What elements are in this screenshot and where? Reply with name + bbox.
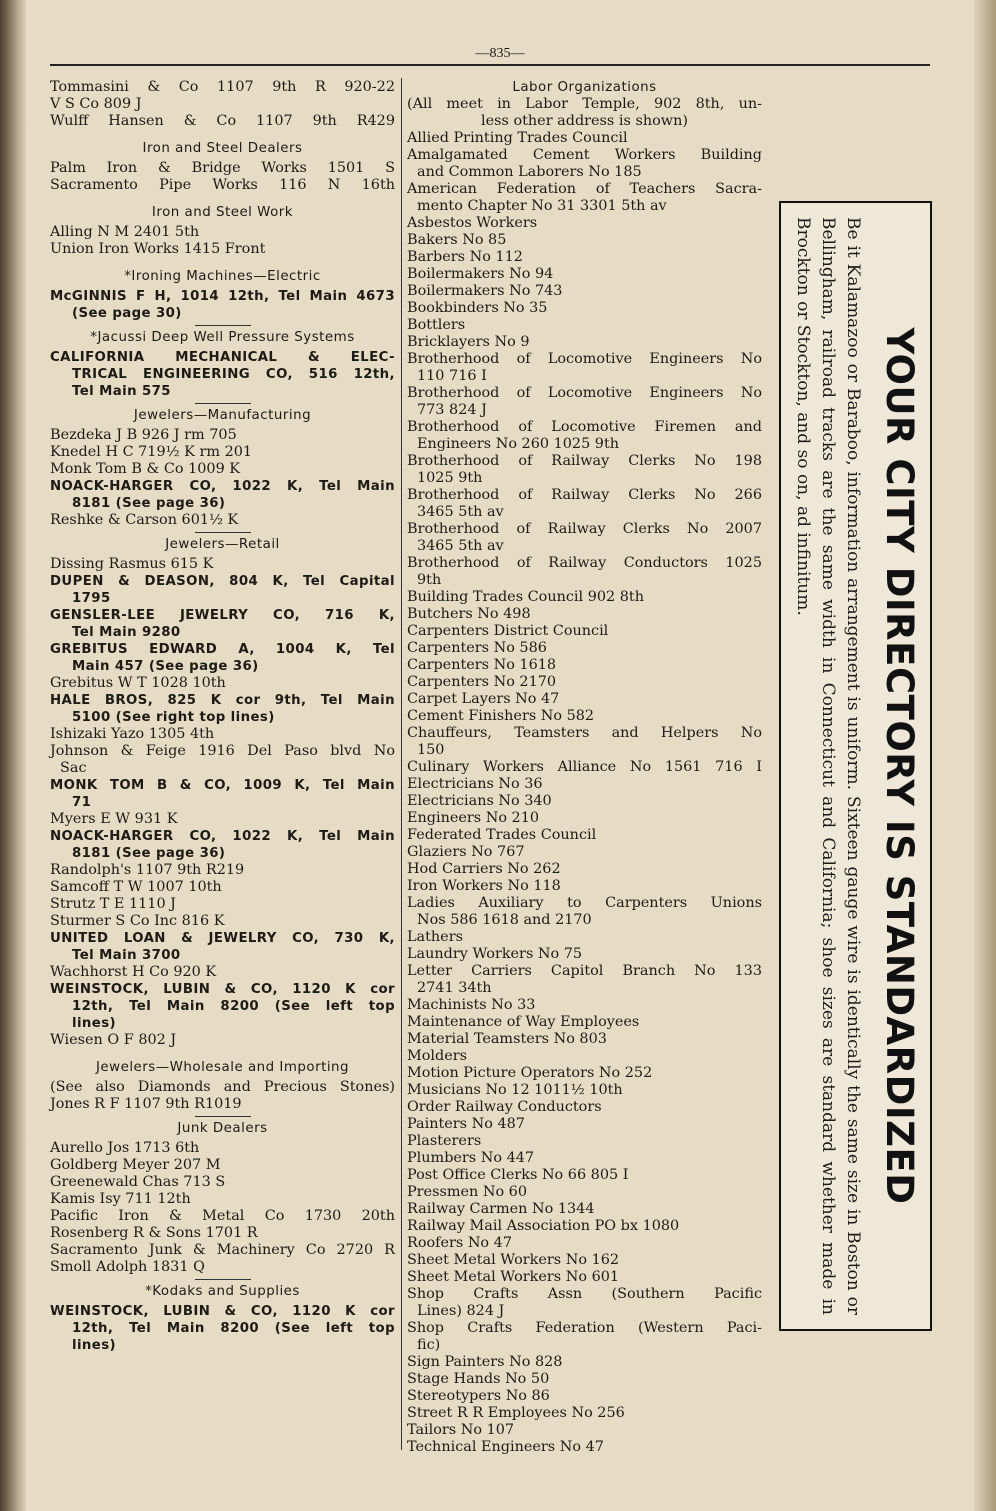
labor-organizations-list [407,130,762,1456]
labor-organization-line: Plumbers No 447 [407,1150,535,1166]
labor-organization-line: Carpenters No 586 [407,640,547,656]
labor-organization-line: Butchers No 498 [407,606,531,622]
book-gutter [0,0,26,1511]
labor-organization-line: Brotherhood of Locomotive Engineers No [407,385,762,401]
advertisement-title: YOUR CITY DIRECTORY IS STANDARDIZED [878,327,922,1205]
labor-organization-line: American Federation of Teachers Sacra- [407,181,762,197]
labor-organization-line: Electricians No 36 [407,776,543,792]
column-divider [401,78,402,1450]
labor-organization-line: Chauffeurs, Teamsters and Helpers No [407,725,762,741]
labor-organization-line: Tailors No 107 [407,1422,515,1438]
labor-organization-line: Nos 586 1618 and 2170 [417,912,592,928]
bold-listing: CALIFORNIA MECHANICAL & ELEC- [50,350,395,365]
category-note: (All meet in Labor Temple, 902 8th, un- [407,96,762,112]
labor-organization-line: Lines) 824 J [417,1303,505,1319]
listing: Randolph's 1107 9th R219 [50,862,245,878]
labor-organization-line: Carpenters No 1618 [407,657,557,673]
labor-organization-line: Shop Crafts Federation (Western Paci- [407,1320,762,1336]
category-heading: *Jacussi Deep Well Pressure Systems [90,330,355,345]
bold-listing: GREBITUS EDWARD A, 1004 K, Tel [50,642,395,657]
listing: Dissing Rasmus 615 K [50,556,214,572]
labor-organization-line: Technical Engineers No 47 [407,1439,604,1455]
bold-listing: HALE BROS, 825 K cor 9th, Tel Main [50,693,395,708]
category-note: less other address is shown) [481,113,688,129]
labor-organization-line: Maintenance of Way Employees [407,1014,640,1030]
labor-organization-line: Railway Carmen No 1344 [407,1201,595,1217]
bold-listing: WEINSTOCK, LUBIN & CO, 1120 K cor [50,1304,395,1319]
category-heading: *Ironing Machines—Electric [124,269,321,284]
labor-organization-line: Engineers No 260 1025 9th [417,436,620,452]
bold-listing: UNITED LOAN & JEWELRY CO, 730 K, [50,931,395,946]
labor-organization-line: Carpenters District Council [407,623,609,639]
labor-organization-line: Brotherhood of Railway Clerks No 198 [407,453,762,469]
category-heading: Junk Dealers [177,1121,268,1136]
advertisement-body: Be it Kalamazoo or Baraboo, information arrangement is uniform. Sixteen gauge wire is identically the same size in Boston or Bellingham, railroad tracks are the same width in Connecticut and California; shoe sizes are standard whether made in Brockton or Stockton, and so on, ad infinitum. [793,217,863,1315]
labor-organization-line: Glaziers No 767 [407,844,525,860]
bold-listing: NOACK-HARGER CO, 1022 K, Tel Main [50,479,395,494]
category-heading: *Kodaks and Supplies [145,1284,300,1299]
separator-rule [195,532,251,533]
listing: Myers E W 931 K [50,811,178,827]
labor-organization-line: Brotherhood of Railway Clerks No 2007 [407,521,762,537]
listing: Sacramento Pipe Works 116 N 16th [50,177,395,193]
labor-organization-line: Building Trades Council 902 8th [407,589,644,605]
labor-organization-line: Stage Hands No 50 [407,1371,550,1387]
bold-listing: 12th, Tel Main 8200 (See left top [72,1321,395,1336]
listing: Bezdeka J B 926 J rm 705 [50,427,237,443]
page-number: —835— [475,46,525,61]
bold-listing: DUPEN & DEASON, 804 K, Tel Capital [50,574,395,589]
labor-organization-line: Molders [407,1048,467,1064]
labor-organization-line: 9th [417,572,442,588]
labor-organization-line: Bricklayers No 9 [407,334,530,350]
labor-organization-line: Boilermakers No 94 [407,266,554,282]
listing: Sturmer S Co Inc 816 K [50,913,225,929]
labor-organization-line: Pressmen No 60 [407,1184,527,1200]
category-heading: Labor Organizations [512,80,657,95]
listing: Union Iron Works 1415 Front [50,241,266,257]
bold-listing: McGINNIS F H, 1014 12th, Tel Main 4673 [50,289,395,304]
labor-organization-line: Lathers [407,929,463,945]
listing: Wiesen O F 802 J [50,1032,177,1048]
labor-organization-line: Sign Painters No 828 [407,1354,563,1370]
listing: Palm Iron & Bridge Works 1501 S [50,160,395,176]
separator-rule [195,1116,251,1117]
listing: Grebitus W T 1028 10th [50,675,226,691]
bold-listing: WEINSTOCK, LUBIN & CO, 1120 K cor [50,982,395,997]
listing: Johnson & Feige 1916 Del Paso blvd No [50,743,395,759]
labor-organization-line: Allied Printing Trades Council [407,130,628,146]
labor-organization-line: Sheet Metal Workers No 601 [407,1269,620,1285]
labor-organization-line: and Common Laborers No 185 [417,164,642,180]
bold-listing: NOACK-HARGER CO, 1022 K, Tel Main [50,829,395,844]
labor-organization-line: Painters No 487 [407,1116,525,1132]
labor-organization-line: Amalgamated Cement Workers Building [407,147,762,163]
bold-listing: Tel Main 9280 [72,625,181,640]
labor-organization-line: Federated Trades Council [407,827,597,843]
listing: Smoll Adolph 1831 Q [50,1259,205,1275]
labor-organization-line: Laundry Workers No 75 [407,946,583,962]
listing: Pacific Iron & Metal Co 1730 20th [50,1208,395,1224]
labor-organization-line: Plasterers [407,1133,482,1149]
separator-rule [195,403,251,404]
labor-organization-line: 773 824 J [417,402,487,418]
listing: Samcoff T W 1007 10th [50,879,222,895]
bold-listing: lines) [72,1338,116,1353]
labor-organization-line: Boilermakers No 743 [407,283,563,299]
advertisement-rotated-content [782,203,931,1329]
labor-organization-line: Ladies Auxiliary to Carpenters Unions [407,895,762,911]
listing: Sacramento Junk & Machinery Co 2720 R [50,1242,395,1258]
left-column [50,79,395,1354]
labor-organization-line: Brotherhood of Locomotive Engineers No [407,351,762,367]
listing: Sac [60,760,87,776]
labor-organization-line: Order Railway Conductors [407,1099,602,1115]
listing: Tommasini & Co 1107 9th R 920-22 [50,79,395,95]
labor-organization-line: Bakers No 85 [407,232,507,248]
middle-column [407,79,762,1456]
labor-organization-line: Electricians No 340 [407,793,552,809]
bold-listing: lines) [72,1016,116,1031]
labor-organization-line: 2741 34th [417,980,492,996]
bold-listing: 5100 (See right top lines) [72,710,275,725]
listing: Strutz T E 1110 J [50,896,176,912]
labor-organization-line: Culinary Workers Alliance No 1561 716 I [407,759,762,775]
labor-organization-line: Musicians No 12 1011½ 10th [407,1082,623,1098]
header-rule [50,64,930,66]
listing: Rosenberg R & Sons 1701 R [50,1225,258,1241]
labor-organization-line: Carpenters No 2170 [407,674,557,690]
labor-organization-line: Shop Crafts Assn (Southern Pacific [407,1286,762,1302]
category-heading: Jewelers—Wholesale and Importing [95,1060,350,1075]
bold-listing: 8181 (See page 36) [72,846,226,861]
labor-organization-line: Barbers No 112 [407,249,523,265]
labor-organization-line: 3465 5th av [417,504,504,520]
bold-listing: Main 457 (See page 36) [72,659,259,674]
labor-organization-line: Hod Carriers No 262 [407,861,561,877]
bold-listing: 1795 [72,591,111,606]
separator-rule [195,1279,251,1280]
labor-organization-line: Sheet Metal Workers No 162 [407,1252,620,1268]
bold-listing: GENSLER-LEE JEWELRY CO, 716 K, [50,608,395,623]
labor-organization-line: Railway Mail Association PO bx 1080 [407,1218,680,1234]
listing: Wulff Hansen & Co 1107 9th R429 [50,113,395,129]
labor-organization-line: 3465 5th av [417,538,504,554]
labor-organization-line: Machinists No 33 [407,997,536,1013]
labor-organization-line: Stereotypers No 86 [407,1388,550,1404]
bold-listing: MONK TOM B & CO, 1009 K, Tel Main [50,778,395,793]
labor-organization-line: Bookbinders No 35 [407,300,548,316]
bold-listing: TRICAL ENGINEERING CO, 516 12th, [72,367,395,382]
page-edge [974,0,996,1511]
labor-organization-line: mento Chapter No 31 3301 5th av [417,198,667,214]
listing: Aurello Jos 1713 6th [50,1140,200,1156]
listing: Knedel H C 719½ K rm 201 [50,444,253,460]
bold-listing: Tel Main 3700 [72,948,181,963]
labor-organization-line: Post Office Clerks No 66 805 I [407,1167,629,1183]
labor-organization-line: Cement Finishers No 582 [407,708,595,724]
labor-organization-line: Roofers No 47 [407,1235,512,1251]
labor-organization-line: fic) [417,1337,441,1353]
labor-organization-line: Street R R Employees No 256 [407,1405,625,1421]
bold-listing: 12th, Tel Main 8200 (See left top [72,999,395,1014]
listing: Kamis Isy 711 12th [50,1191,191,1207]
labor-organization-line: Bottlers [407,317,466,333]
bold-listing: 71 [72,795,92,810]
labor-organization-line: Brotherhood of Railway Clerks No 266 [407,487,762,503]
labor-organization-line: Brotherhood of Railway Conductors 1025 [407,555,762,571]
separator-rule [195,325,251,326]
listing: Wachhorst H Co 920 K [50,964,217,980]
category-heading: Iron and Steel Work [151,205,294,220]
listing: Reshke & Carson 601½ K [50,512,239,528]
labor-organization-line: Brotherhood of Locomotive Firemen and [407,419,762,435]
labor-organization-line: 1025 9th [417,470,483,486]
listing: Alling N M 2401 5th [50,224,200,240]
listing: Ishizaki Yazo 1305 4th [50,726,215,742]
bold-listing: (See page 30) [72,306,182,321]
labor-organization-line: Asbestos Workers [407,215,538,231]
cross-reference: (See also Diamonds and Precious Stones) [50,1079,395,1095]
labor-organization-line: Letter Carriers Capitol Branch No 133 [407,963,762,979]
category-heading: Iron and Steel Dealers [142,141,303,156]
labor-organization-line: Iron Workers No 118 [407,878,561,894]
listing: Monk Tom B & Co 1009 K [50,461,241,477]
labor-organization-line: Engineers No 210 [407,810,540,826]
category-heading: Jewelers—Manufacturing [133,408,312,423]
directory-advertisement [779,201,932,1331]
listing: Greenewald Chas 713 S [50,1174,226,1190]
labor-organization-line: Motion Picture Operators No 252 [407,1065,653,1081]
listing: V S Co 809 J [50,96,142,112]
labor-organization-line: 110 716 I [417,368,487,384]
listing: Jones R F 1107 9th R1019 [50,1096,242,1112]
bold-listing: Tel Main 575 [72,384,171,399]
category-heading: Jewelers—Retail [165,537,280,552]
bold-listing: 8181 (See page 36) [72,496,226,511]
labor-organization-line: Material Teamsters No 803 [407,1031,607,1047]
listing: Goldberg Meyer 207 M [50,1157,221,1173]
labor-organization-line: 150 [417,742,445,758]
labor-organization-line: Carpet Layers No 47 [407,691,560,707]
